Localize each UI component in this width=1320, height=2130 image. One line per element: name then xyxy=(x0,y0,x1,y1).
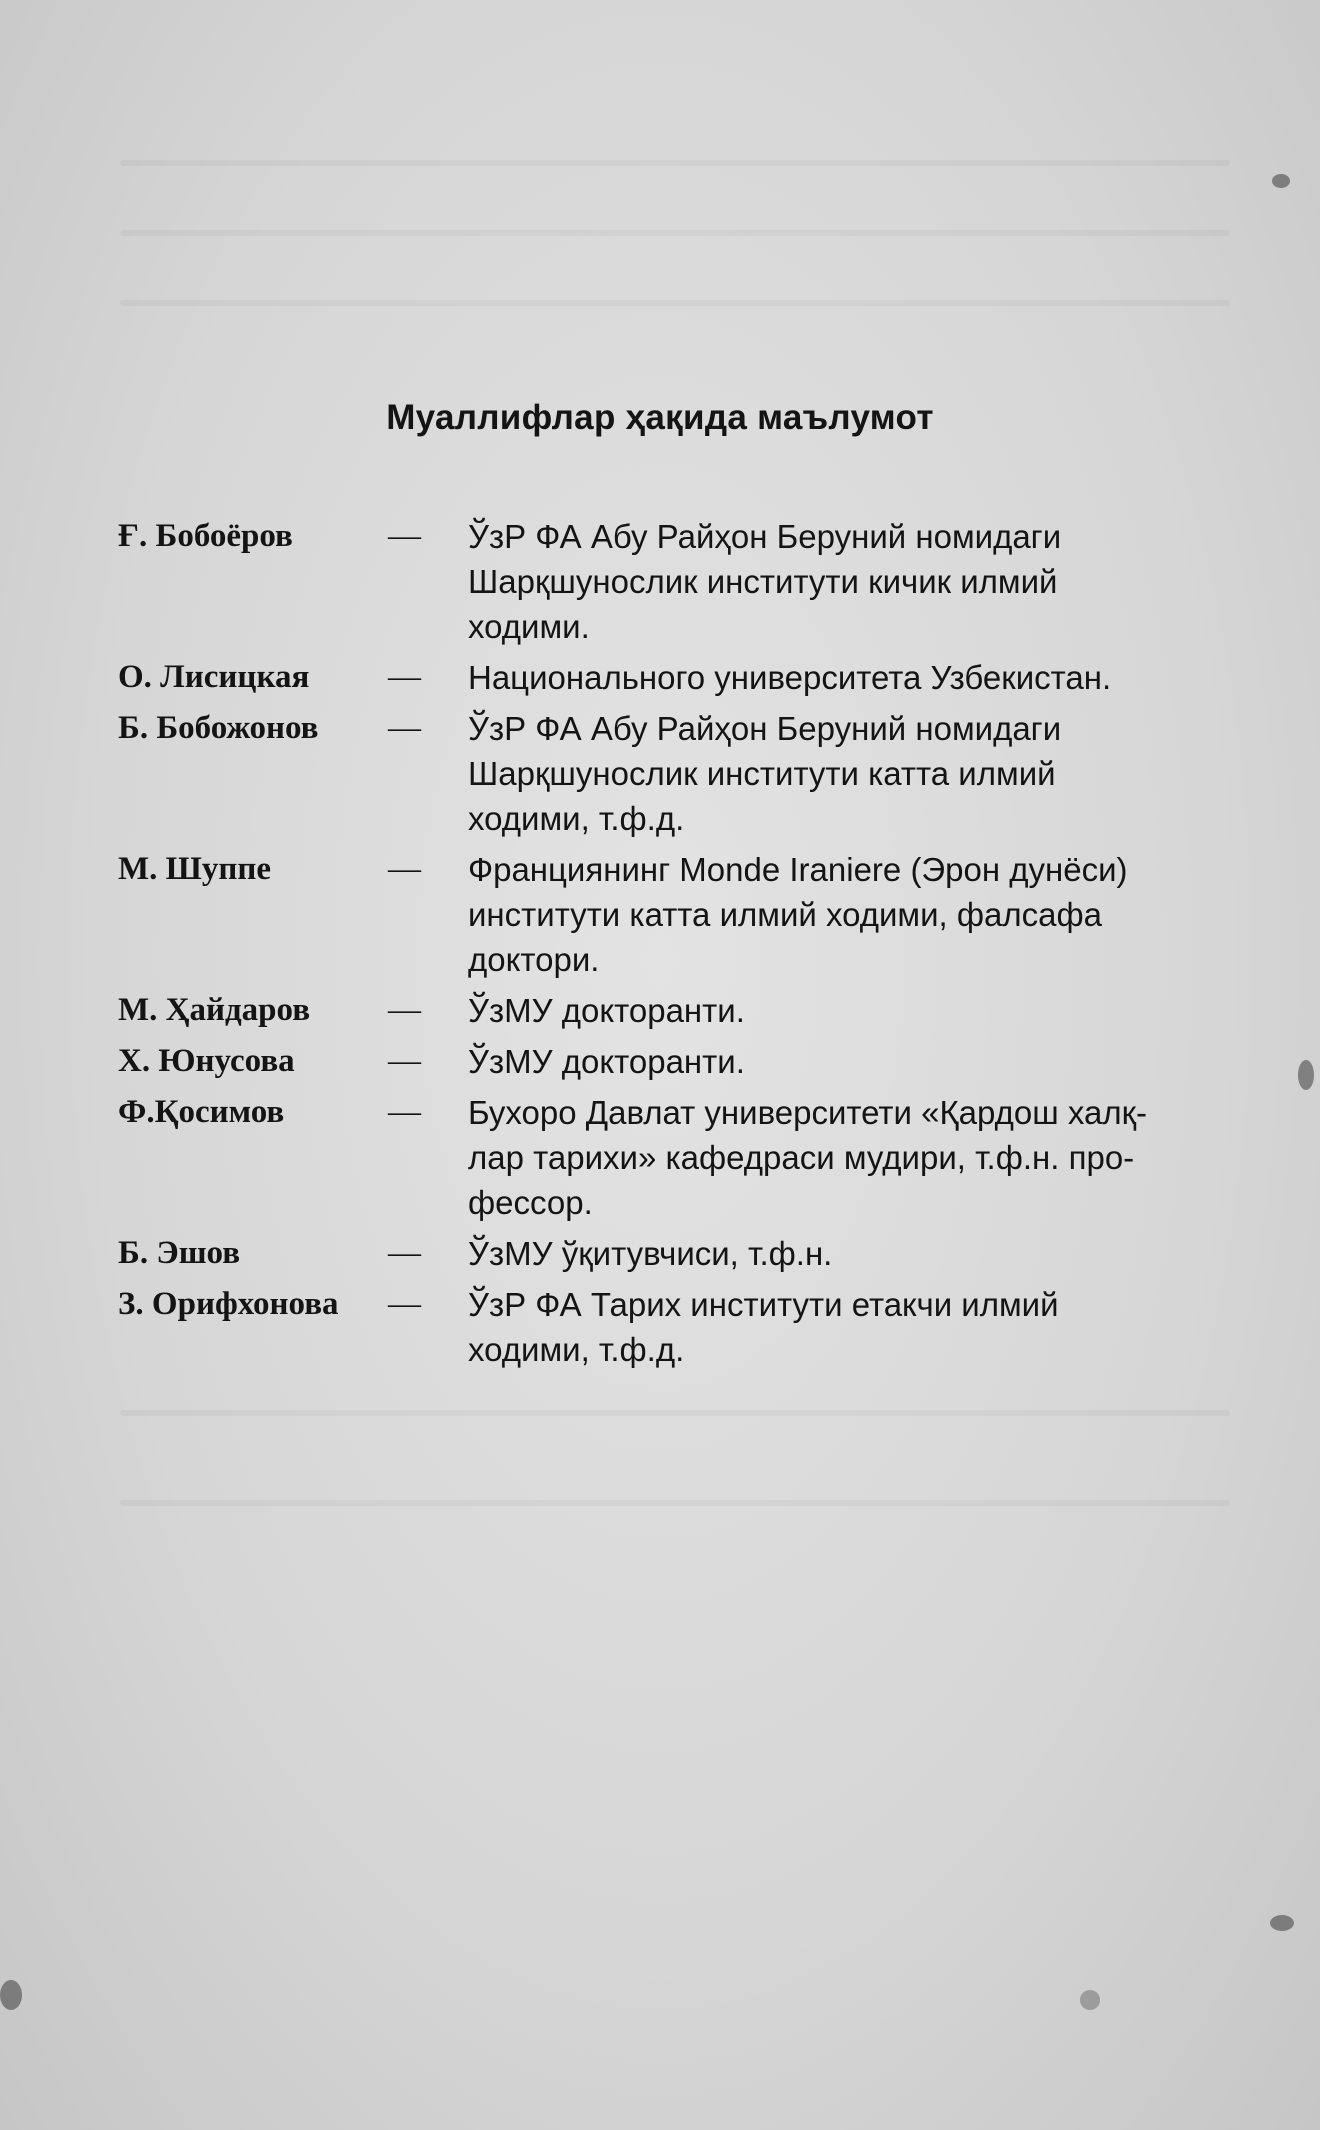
affiliation-line: ЎзМУ докторанти. xyxy=(468,1043,745,1080)
dash-separator: — xyxy=(388,1043,421,1079)
author-entry xyxy=(118,988,1228,1033)
scan-speck xyxy=(1270,1915,1294,1931)
bleed-through-line xyxy=(120,1410,1230,1416)
author-entry xyxy=(118,1090,1228,1225)
author-name: Х. Юнусова xyxy=(118,1043,295,1079)
author-name: Ғ. Бобоёров xyxy=(118,518,293,554)
affiliation-line: институти катта илмий ходими, фалсафа xyxy=(468,896,1103,933)
author-name: Б. Эшов xyxy=(118,1235,241,1271)
dash-separator: — xyxy=(388,1235,421,1271)
page-title: Муаллифлар ҳақида маълумот xyxy=(386,398,934,437)
author-name: М. Ҳайдаров xyxy=(118,992,311,1028)
affiliation-line: ЎзР ФА Абу Райҳон Беруний номидаги xyxy=(468,518,1062,555)
author-affiliation xyxy=(468,706,1168,841)
author-entry xyxy=(118,1039,1228,1084)
author-entry xyxy=(118,1282,1228,1372)
dash-separator: — xyxy=(388,1094,421,1130)
affiliation-line: Шарқшунослик институти катта илмий xyxy=(468,755,1056,792)
scan-speck xyxy=(0,1980,22,2010)
bleed-through-line xyxy=(120,300,1230,306)
author-affiliation xyxy=(468,1039,1168,1084)
bleed-through-line xyxy=(120,160,1230,166)
affiliation-line: ходими, т.ф.д. xyxy=(468,1331,685,1368)
dash-separator: — xyxy=(388,851,421,887)
author-name: О. Лисицкая xyxy=(118,659,310,695)
scan-speck xyxy=(1080,1990,1100,2010)
author-entry xyxy=(118,655,1228,700)
author-affiliation xyxy=(468,1231,1168,1276)
affiliation-line: Шарқшунослик институти кичик илмий xyxy=(468,563,1058,600)
author-entry xyxy=(118,514,1228,649)
author-entry xyxy=(118,847,1228,982)
affiliation-line: ходими. xyxy=(468,608,590,645)
author-affiliation xyxy=(468,1090,1168,1225)
author-entry xyxy=(118,706,1228,841)
affiliation-line: фессор. xyxy=(468,1184,593,1221)
author-affiliation xyxy=(468,514,1168,649)
dash-separator: — xyxy=(388,992,421,1028)
author-affiliation xyxy=(468,1282,1168,1372)
affiliation-line: ЎзМУ ўқитувчиси, т.ф.н. xyxy=(468,1235,833,1272)
bleed-through-line xyxy=(120,1500,1230,1506)
author-affiliation xyxy=(468,847,1168,982)
scan-speck xyxy=(1298,1060,1314,1090)
affiliation-line: ЎзМУ докторанти. xyxy=(468,992,745,1029)
affiliation-line: доктори. xyxy=(468,941,600,978)
affiliation-line: лар тарихи» кафедраси мудири, т.ф.н. про- xyxy=(468,1139,1135,1176)
affiliation-line: Франциянинг Monde Iraniere (Эрон дунёси) xyxy=(468,851,1128,888)
dash-separator: — xyxy=(388,710,421,746)
scan-speck xyxy=(1272,174,1290,188)
author-affiliation xyxy=(468,988,1168,1033)
author-name: М. Шуппе xyxy=(118,851,272,887)
author-name: Ф.Қосимов xyxy=(118,1094,285,1130)
bleed-through-line xyxy=(120,230,1230,236)
affiliation-line: ЎзР ФА Абу Райҳон Беруний номидаги xyxy=(468,710,1062,747)
author-name: З. Орифхонова xyxy=(118,1286,339,1322)
author-affiliation xyxy=(468,655,1168,700)
author-entry xyxy=(118,1231,1228,1276)
affiliation-line: Бухоро Давлат университети «Қардош халқ- xyxy=(468,1094,1148,1131)
affiliation-line: ЎзР ФА Тарих институти етакчи илмий xyxy=(468,1286,1059,1323)
affiliation-line: Национального университета Узбекистан. xyxy=(468,659,1112,696)
author-list xyxy=(118,514,1228,1378)
author-name: Б. Бобожонов xyxy=(118,710,319,746)
dash-separator: — xyxy=(388,1286,421,1322)
dash-separator: — xyxy=(388,518,421,554)
affiliation-line: ходими, т.ф.д. xyxy=(468,800,685,837)
dash-separator: — xyxy=(388,659,421,695)
